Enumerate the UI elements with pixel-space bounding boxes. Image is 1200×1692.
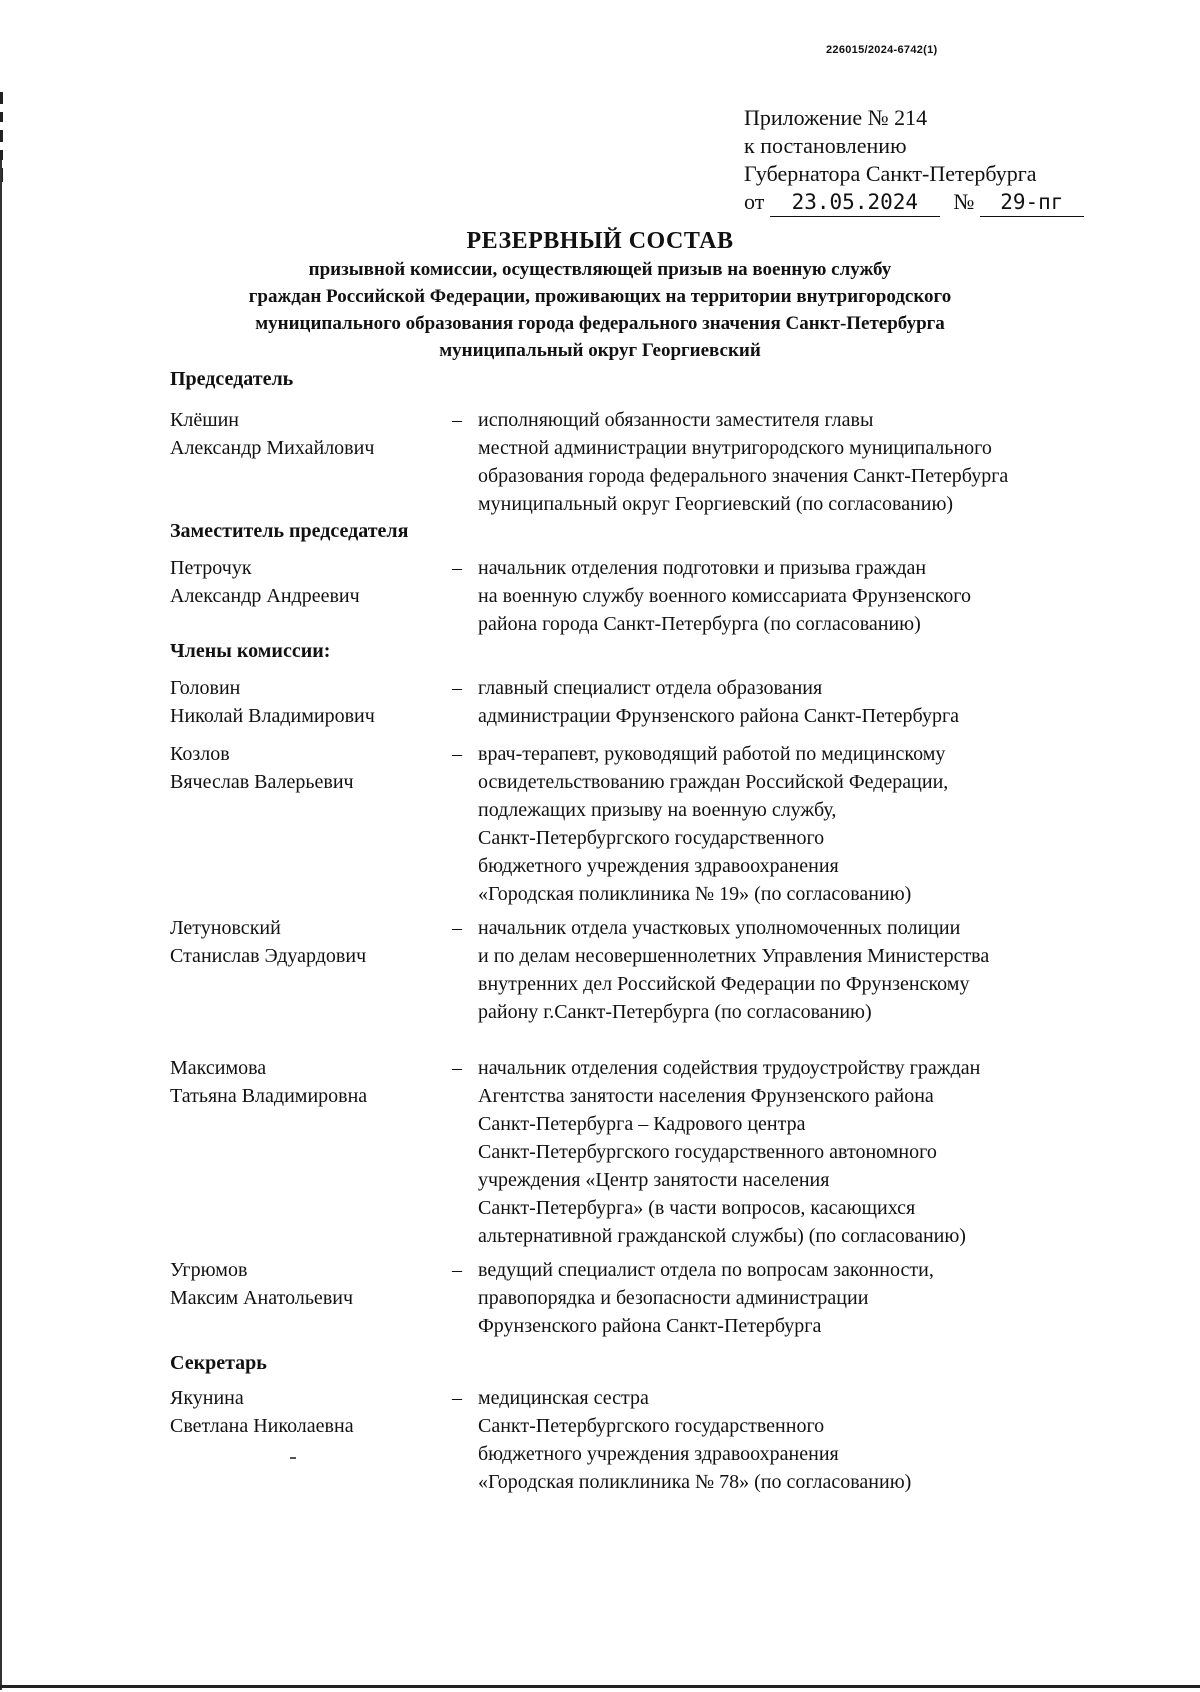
member-role: начальник отделения содействия трудоустройству граждан Агентства занятости населения Фрунзенского района Санкт-Петербурга – Кадрового центра Санкт-Петербургского государственного автономного учреждения «Центр занятости населения Санкт-Петербурга» (в части вопросов, касающихся альтернативной гражданской службы) (по согласованию) — [478, 1057, 981, 1247]
appendix-block — [744, 104, 1084, 217]
member-name: Козлов Вячеслав Валерьевич — [170, 743, 354, 793]
entry-dash: – — [452, 1057, 462, 1079]
member-name: Клёшин Александр Михайлович — [170, 409, 375, 459]
member-name: Петрочук Александр Андреевич — [170, 557, 360, 607]
member-role: начальник отдела участковых уполномоченных полиции и по делам несовершеннолетних Управления Министерства внутренних дел Российской Федерации по Фрунзенскому району г.Санкт-Петербурга (по согласованию) — [478, 917, 990, 1023]
document-subtitle-line: муниципального образования города федерального значения Санкт-Петербурга — [255, 313, 945, 334]
decree-date: 23.05.2024 — [770, 188, 940, 217]
section-heading-secretary: Секретарь — [170, 1352, 267, 1374]
member-name: Максимова Татьяна Владимировна — [170, 1057, 368, 1107]
section-heading-deputy: Заместитель председателя — [170, 520, 409, 542]
entry-dash: – — [452, 743, 462, 765]
document-subtitle-line: муниципальный округ Георгиевский — [439, 340, 761, 361]
member-role: исполняющий обязанности заместителя главы местной администрации внутригородского муниципального образования города федерального значения Санкт-Петербурга муниципальный округ Георгиевский (по согласованию) — [478, 409, 1009, 515]
member-role: начальник отделения подготовки и призыва граждан на военную службу военного комиссариата Фрунзенского района города Санкт-Петербурга (по согласованию) — [478, 557, 971, 635]
scan-left-edge — [0, 160, 2, 1690]
document-title: РЕЗЕРВНЫЙ СОСТАВ — [466, 228, 734, 254]
scan-bottom-edge — [0, 1685, 1200, 1688]
appendix-date-line — [744, 188, 1084, 217]
document-title-block — [150, 226, 1050, 364]
document-subtitle-line: граждан Российской Федерации, проживающих на территории внутригородского — [248, 286, 952, 307]
member-name: Угрюмов Максим Анатольевич — [170, 1259, 354, 1309]
appendix-reference: к постановлению — [744, 133, 907, 158]
appendix-issuer: Губернатора Санкт-Петербурга — [744, 161, 1037, 186]
entry-dash: – — [452, 1259, 462, 1281]
member-role: главный специалист отдела образования администрации Фрунзенского района Санкт-Петербурга — [478, 677, 960, 727]
entry-dash: – — [452, 409, 462, 431]
member-name: Якунина Светлана Николаевна — [170, 1387, 354, 1437]
member-role: врач-терапевт, руководящий работой по медицинскому освидетельствованию граждан Российской Федерации, подлежащих призыву на военную службу, Санкт-Петербургского государственного бюджетного учреждения здравоохранения «Городская поликлиника № 19» (по согласованию) — [478, 743, 949, 905]
member-name: Головин Николай Владимирович — [170, 677, 375, 727]
member-name: Летуновский Станислав Эдуардович — [170, 917, 367, 967]
document-subtitle-line: призывной комиссии, осуществляющей призыв на военную службу — [308, 259, 892, 280]
entry-dash: – — [452, 677, 462, 699]
entry-dash: – — [452, 557, 462, 579]
entry-dash: – — [452, 1387, 462, 1409]
document-registration-number: 226015/2024-6742(1) — [826, 44, 938, 56]
scan-speck — [290, 1457, 296, 1459]
section-heading-members: Члены комиссии: — [170, 640, 331, 662]
decree-number: 29-пг — [980, 188, 1084, 217]
member-role: медицинская сестра Санкт-Петербургского государственного бюджетного учреждения здравоохранения «Городская поликлиника № 78» (по согласованию) — [478, 1387, 912, 1493]
appendix-number: Приложение № 214 — [744, 105, 928, 130]
entry-dash: – — [452, 917, 462, 939]
section-heading-chairman: Председатель — [170, 368, 294, 390]
member-role: ведущий специалист отдела по вопросам законности, правопорядка и безопасности администрации Фрунзенского района Санкт-Петербурга — [478, 1259, 934, 1337]
number-prefix: № — [953, 189, 975, 214]
date-prefix: от — [744, 189, 765, 214]
